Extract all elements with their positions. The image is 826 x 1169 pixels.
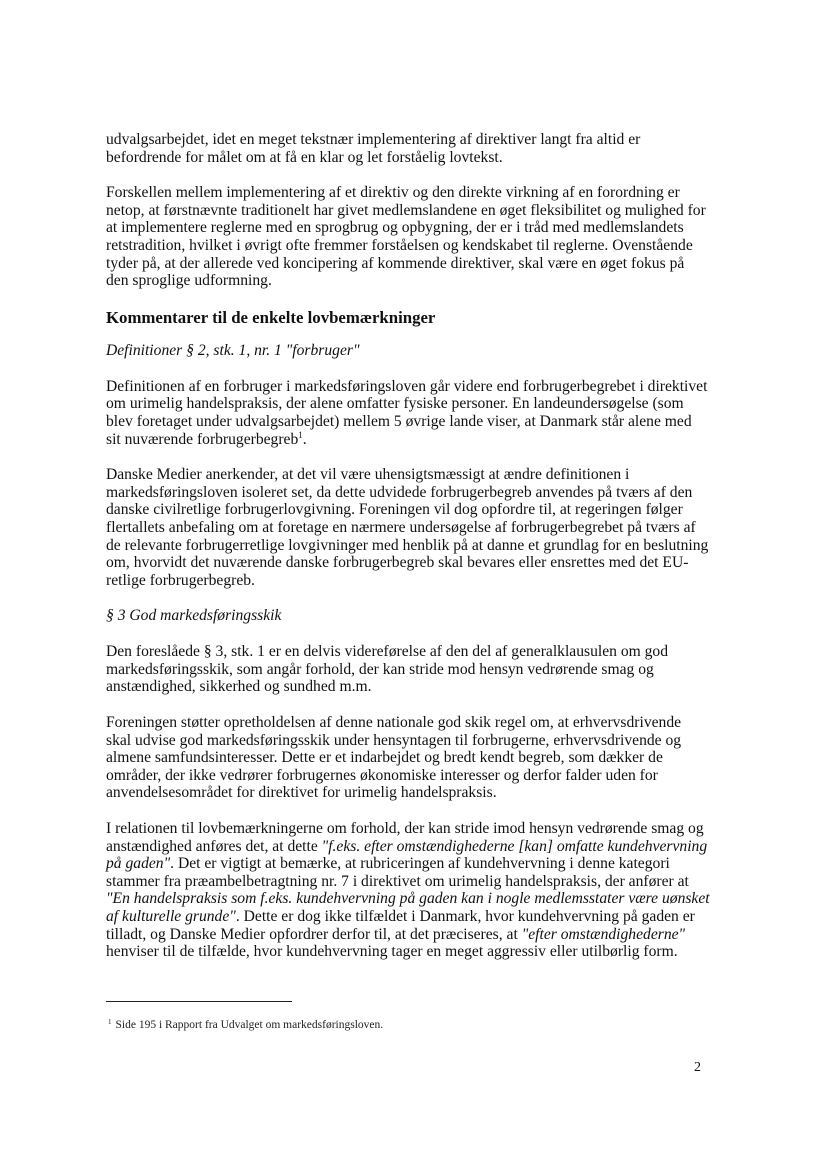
paragraph-2: Forskellen mellem implementering af et direktiv og den direkte virkning af en forordning er netop, at førstnævnte traditionelt har givet medlemslandene en øget fleksibilitet og mulighed for at implementere reglerne med en sprogbrug og opbygning, der er i tråd med medlemslandets retstradition, hvilket i øvrigt ofte fremmer forståelsen og kendskabet til reglerne. Ovenstående tyder på, at der allerede ved koncipering af kommende direktiver, skal være en øget fokus på den sproglige udformning.	[106, 184, 706, 290]
paragraph-7-part-e: . Dette er dog ikke tilfældet i Danmark, hvor kundehvervning på gaden er tilladt, og Danske Medier opfordrer derfor til, at det præciseres, at	[106, 908, 695, 943]
footnote-reference: 1	[298, 429, 303, 440]
quote-street-canvassing: "f.eks. efter omstændighederne [kan] omfatte kundehvervning på gaden"	[106, 837, 708, 873]
paragraph-3-text: Definitionen af en forbruger i markedsføringsloven går videre end forbrugerbegrebet i direktivet om urimelig handelspraksis, der alene omfatter fysiske personer. En landeundersøgelse (som blev foretaget under udvalgsarbejdet) mellem 5 øvrige lande viser, at Danmark står alene med sit nuværende forbrugerbegreb	[106, 377, 708, 448]
paragraph-3-end: .	[302, 430, 307, 448]
section-heading: Kommentarer til de enkelte lovbemærkninger	[106, 307, 436, 327]
paragraph-7-part-a: I relationen til lovbemærkningerne om forhold, der kan stride imod hensyn vedrørende smag og anstændighed anføres det, at dette	[106, 820, 704, 855]
footnote-marker: 1	[108, 1018, 112, 1026]
paragraph-6: Foreningen støtter opretholdelsen af denne nationale god skik regel om, at erhvervsdrivende skal udvise god markedsføringsskik under hensyntagen til forbrugerne, erhvervsdrivende og almene samfundsinteresser. Dette er et indarbejdet og bredt kendt begreb, som dækker de områder, der ikke vedrører forbrugernes økonomiske interesser og derfor falder uden for anvendelsesområdet for direktivet for urimelig handelspraksis.	[106, 714, 682, 802]
footnote-text: Side 195 i Rapport fra Udvalget om markedsføringsloven.	[115, 1019, 384, 1031]
page-number: 2	[694, 1060, 701, 1075]
paragraph-7	[106, 820, 710, 961]
paragraph-7-part-c: . Det er vigtigt at bemærke, at rubriceringen af kundehvervning i denne kategori stammer fra præambelbetragtning nr. 7 i direktivet om urimelig handelspraksis, der anfører at	[106, 855, 689, 890]
subheading-good-practice: § 3 God markedsføringsskik	[106, 607, 282, 625]
paragraph-7-part-g: henviser til de tilfælde, hvor kundehvervning tager en meget aggressiv eller utilbørlig form.	[106, 943, 678, 961]
quote-circumstances: "efter omstændighederne"	[521, 925, 686, 943]
paragraph-1: udvalgsarbejdet, idet en meget tekstnær implementering af direktiver langt fra altid er befordrende for målet om at få en klar og let forståelig lovtekst.	[106, 131, 641, 166]
paragraph-3	[106, 378, 710, 448]
footnote-divider	[106, 1001, 292, 1002]
paragraph-5: Den foreslåede § 3, stk. 1 er en delvis videreførelse af den del af generalklausulen om god markedsføringsskik, som angår forhold, der kan stride mod hensyn vedrørende smag og anstændighed, sikkerhed og sundhed m.m.	[106, 643, 669, 696]
paragraph-4: Danske Medier anerkender, at det vil være uhensigtsmæssigt at ændre definitionen i markedsføringsloven isoleret set, da dette udvidede forbrugerbegreb anvendes på tværs af den danske civilretlige forbrugerlovgivning. Foreningen vil dog opfordre til, at regeringen følger flertallets anbefaling om at foretage en nærmere undersøgelse af forbrugerbegrebet på tværs af de relevante forbrugerretlige lovgivninger med henblik på at danne et grundlag for en beslutning om, hvorvidt det nuværende danske forbrugerbegreb skal bevares eller ensrettes med det EU-retlige forbrugerbegreb.	[106, 466, 709, 589]
body-text	[106, 131, 710, 979]
footnote	[108, 1015, 383, 1032]
quote-preamble: "En handelspraksis som f.eks. kundehvervning på gaden kan i nogle medlemsstater være uønsket af kulturelle grunde"	[106, 890, 710, 925]
subheading-definitions: Definitioner § 2, stk. 1, nr. 1 "forbruger"	[106, 341, 360, 359]
